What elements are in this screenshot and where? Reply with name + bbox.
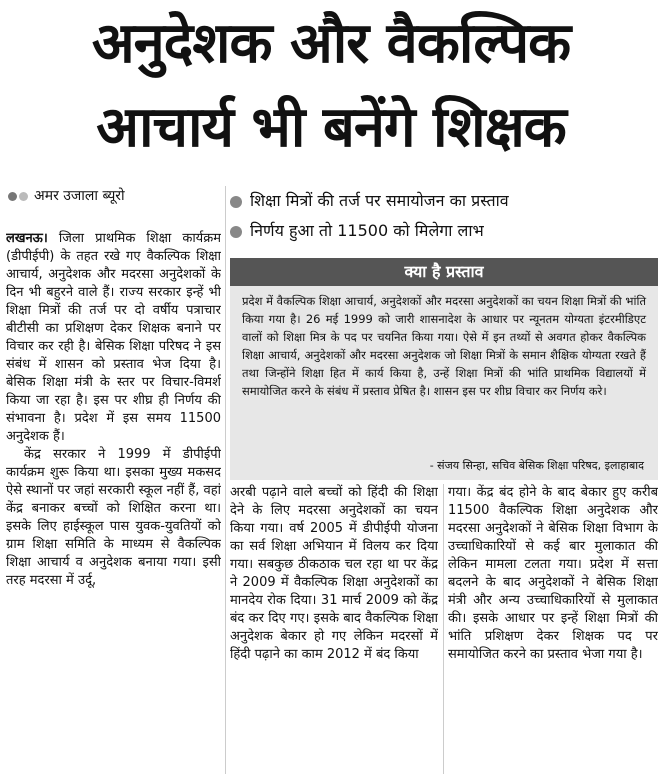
article-text: जिला प्राथमिक शिक्षा कार्यक्रम (डीपीईपी) के तहत रखे गए वैकल्पिक शिक्षा आचार्य, अनुदेशक और मदरसा अनुदेशकों के दिन भी बहुरने वाले हैं। राज्य सरकार इन्हें भी शिक्षा मित्रों की तर्ज पर दो वर्षीय पत्राचार बीटीसी का प्रशिक्षण देकर शिक्षक बनाने पर विचार कर रही है। बेसिक शिक्षा परिषद ने इस संबंध में शासन को प्रस्ताव भेज दिया है। बेसिक शिक्षा मंत्री के स्तर पर विचार-विमर्श किया जा रहा है। इस पर शीघ्र ही निर्णय की संभावना है। प्रदेश में इस समय 11500 अनुदेशक हैं। bbox=[6, 231, 221, 444]
dateline: लखनऊ। bbox=[6, 231, 48, 246]
proposal-box-body: प्रदेश में वैकल्पिक शिक्षा आचार्य, अनुदेशकों और मदरसा अनुदेशकों का चयन शिक्षा मित्रों की भांति किया गया है। 26 मई 1999 को जारी शासनादेश के आधार पर न्यूनतम योग्यता इंटरमीडिएट वालों को शिक्षा मित्र के पद पर चयनित किया गया। ऐसे में इन तथ्यों से अवगत होकर वैकल्पिक शिक्षा आचार्य, अनुदेशकों और मदरसा अनुदेशक जो शिक्षा मित्रों के समान शैक्षिक योग्यता रखते हैं तथा जिन्होंने शिक्षा हित में कार्य किया है, उन्हें शिक्षा मित्रों की भांति प्राथमिक विद्यालयों में समायोजित करने के संबंध में प्रस्ताव प्रेषित है। शासन इस पर शीघ्र विचार कर निर्णय करे। bbox=[242, 294, 646, 398]
article-column-3 bbox=[448, 484, 658, 774]
headline-line-1: अनुदेशक और वैकल्पिक bbox=[91, 11, 571, 76]
highlights bbox=[230, 188, 658, 248]
proposal-box-signature: - संजय सिन्हा, सचिव बेसिक शिक्षा परिषद, इलाहाबाद bbox=[429, 459, 644, 472]
article-paragraph: केंद्र सरकार ने 1999 में डीपीईपी कार्यक्रम शुरू किया था। इसका मुख्य मकसद ऐसे स्थानों पर जहां सरकारी स्कूल नहीं हैं, वहां केंद्र बनाकर बच्चों को शिक्षित करना था। इसके लिए हाईस्कूल पास युवक-युवतियों को ग्राम शिक्षा समिति के माध्यम से वैकल्पिक शिक्षा आचार्य व अनुदेशक बनाया गया। इसी तरह मदरसा में उर्दू, bbox=[6, 447, 221, 588]
column-divider bbox=[225, 186, 226, 774]
bullet-dot-icon bbox=[8, 192, 17, 201]
headline-line-2: आचार्य भी बनेंगे शिक्षक bbox=[96, 95, 566, 160]
article-paragraph bbox=[6, 230, 221, 446]
bullet-dot-icon bbox=[230, 226, 242, 238]
article-column-1 bbox=[6, 230, 221, 774]
bullet-dot-icon bbox=[230, 196, 242, 208]
highlight-text: निर्णय हुआ तो 11500 को मिलेगा लाभ bbox=[250, 221, 484, 240]
byline-text: अमर उजाला ब्यूरो bbox=[34, 188, 125, 204]
article-column-2 bbox=[230, 484, 438, 774]
bullet-dot-icon bbox=[19, 192, 28, 201]
article-paragraph: गया। केंद्र बंद होने के बाद बेकार हुए करीब 11500 वैकल्पिक शिक्षा अनुदेशक और मदरसा अनुदेशकों ने बेसिक शिक्षा विभाग के उच्चाधिकारियों से कई बार मुलाकात की लेकिन मामला टलता गया। प्रदेश में सत्ता बदलने के बाद अनुदेशकों ने बेसिक शिक्षा मंत्री और अन्य उच्चाधिकारियों से मुलाकात की। इसके आधार पर इन्हें शिक्षा मित्रों की भांति प्रशिक्षण देकर शिक्षक पद पर समायोजित करने का प्रस्ताव भेजा गया है। bbox=[448, 485, 658, 662]
byline bbox=[8, 187, 223, 205]
highlight-text: शिक्षा मित्रों की तर्ज पर समायोजन का प्रस्ताव bbox=[250, 191, 509, 210]
highlight-item bbox=[230, 188, 658, 214]
article-paragraph: अरबी पढ़ाने वाले बच्चों को हिंदी की शिक्षा देने के लिए मदरसा अनुदेशकों का चयन किया गया। वर्ष 2005 में डीपीईपी योजना का सर्व शिक्षा अभियान में विलय कर दिया गया। सबकुछ ठीकठाक चल रहा था पर केंद्र ने 2009 में वैकल्पिक शिक्षा अनुदेशकों का मानदेय रोक दिया। 31 मार्च 2009 को केंद्र बंद कर दिए गए। इसके बाद वैकल्पिक शिक्षा अनुदेशक बेकार हो गए लेकिन मदरसों में हिंदी पढ़ाने का काम 2012 में बंद किया bbox=[230, 485, 438, 662]
proposal-box-title: क्या है प्रस्ताव bbox=[230, 258, 658, 286]
headline bbox=[0, 2, 662, 170]
proposal-box bbox=[230, 258, 658, 480]
column-divider bbox=[443, 484, 444, 774]
highlight-item bbox=[230, 218, 658, 244]
